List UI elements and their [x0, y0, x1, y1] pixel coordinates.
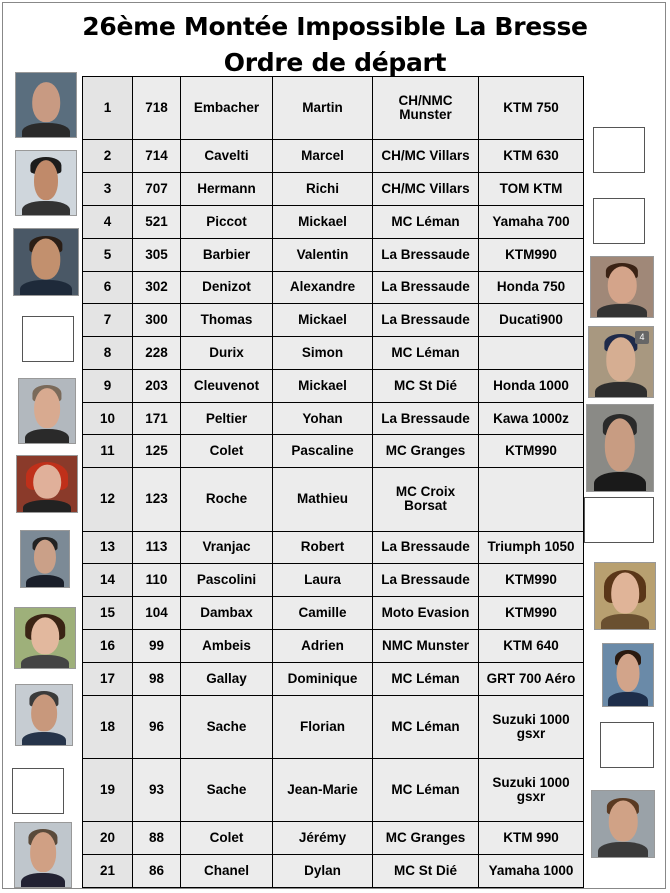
- rider-firstname: Marcel: [273, 140, 373, 173]
- rider-firstname: Mickael: [273, 369, 373, 402]
- table-row: [83, 629, 584, 662]
- rider-club: MC Croix Borsat: [373, 468, 479, 531]
- rider-firstname: Jean-Marie: [273, 758, 373, 821]
- rider-lastname: Barbier: [181, 238, 273, 271]
- rider-bike: TOM KTM: [479, 173, 584, 206]
- rider-lastname: Cleuvenot: [181, 369, 273, 402]
- rider-number: 96: [133, 695, 181, 758]
- rider-club: La Bressaude: [373, 304, 479, 337]
- table-row: [83, 564, 584, 597]
- table-row: [83, 695, 584, 758]
- rider-position: 20: [83, 822, 133, 855]
- rider-firstname: Jérémy: [273, 822, 373, 855]
- rider-bike: KTM990: [479, 435, 584, 468]
- photo-placeholder: [600, 722, 654, 768]
- table-row: [83, 402, 584, 435]
- rider-firstname: Richi: [273, 173, 373, 206]
- rider-position: 17: [83, 662, 133, 695]
- rider-club: MC Léman: [373, 758, 479, 821]
- rider-firstname: Dominique: [273, 662, 373, 695]
- rider-photo: [14, 822, 72, 888]
- rider-number: 203: [133, 369, 181, 402]
- rider-club: CH/MC Villars: [373, 140, 479, 173]
- rider-bike: Yamaha 700: [479, 205, 584, 238]
- rider-firstname: Valentin: [273, 238, 373, 271]
- rider-lastname: Sache: [181, 695, 273, 758]
- rider-lastname: Colet: [181, 435, 273, 468]
- rider-number: 521: [133, 205, 181, 238]
- rider-bike: KTM 630: [479, 140, 584, 173]
- rider-club: MC Granges: [373, 435, 479, 468]
- rider-club: NMC Munster: [373, 629, 479, 662]
- rider-position: 16: [83, 629, 133, 662]
- rider-number: 93: [133, 758, 181, 821]
- rider-club: La Bressaude: [373, 564, 479, 597]
- rider-photo: [591, 790, 655, 858]
- rider-bike: Kawa 1000z: [479, 402, 584, 435]
- rider-bike: KTM990: [479, 238, 584, 271]
- rider-club: MC Léman: [373, 205, 479, 238]
- rider-club: La Bressaude: [373, 238, 479, 271]
- table-row: [83, 855, 584, 888]
- rider-position: 15: [83, 597, 133, 630]
- rider-position: 10: [83, 402, 133, 435]
- rider-bike: Triumph 1050: [479, 531, 584, 564]
- rider-lastname: Embacher: [181, 77, 273, 140]
- rider-number: 123: [133, 468, 181, 531]
- rider-bike: Honda 1000: [479, 369, 584, 402]
- rider-bike: KTM990: [479, 564, 584, 597]
- rider-lastname: Pascolini: [181, 564, 273, 597]
- rider-photo: [14, 607, 76, 669]
- rider-position: 14: [83, 564, 133, 597]
- rider-position: 19: [83, 758, 133, 821]
- rider-firstname: Dylan: [273, 855, 373, 888]
- rider-number: 300: [133, 304, 181, 337]
- rider-firstname: Pascaline: [273, 435, 373, 468]
- page-subtitle: Ordre de départ: [223, 48, 447, 77]
- rider-number: 718: [133, 77, 181, 140]
- rider-lastname: Vranjac: [181, 531, 273, 564]
- photo-placeholder: [593, 127, 645, 173]
- rider-lastname: Sache: [181, 758, 273, 821]
- rider-number: 88: [133, 822, 181, 855]
- table-row: [83, 337, 584, 370]
- rider-position: 6: [83, 271, 133, 304]
- rider-bike: KTM990: [479, 597, 584, 630]
- rider-firstname: Alexandre: [273, 271, 373, 304]
- rider-photo: [18, 378, 76, 444]
- rider-number: 125: [133, 435, 181, 468]
- rider-photo: [588, 326, 654, 398]
- rider-number: 99: [133, 629, 181, 662]
- table-row: [83, 531, 584, 564]
- rider-firstname: Robert: [273, 531, 373, 564]
- rider-firstname: Simon: [273, 337, 373, 370]
- table-row: [83, 468, 584, 531]
- rider-bike: [479, 468, 584, 531]
- rider-club: La Bressaude: [373, 402, 479, 435]
- rider-bike: Yamaha 1000: [479, 855, 584, 888]
- rider-number: 104: [133, 597, 181, 630]
- rider-photo: [590, 256, 654, 318]
- rider-lastname: Dambax: [181, 597, 273, 630]
- rider-lastname: Roche: [181, 468, 273, 531]
- rider-firstname: Mathieu: [273, 468, 373, 531]
- rider-lastname: Denizot: [181, 271, 273, 304]
- table-row: [83, 238, 584, 271]
- rider-lastname: Thomas: [181, 304, 273, 337]
- photo-placeholder: [584, 497, 654, 543]
- rider-photo: [16, 455, 78, 513]
- table-row: [83, 140, 584, 173]
- rider-bike: Suzuki 1000 gsxr: [479, 695, 584, 758]
- rider-position: 3: [83, 173, 133, 206]
- rider-number: 707: [133, 173, 181, 206]
- rider-club: La Bressaude: [373, 271, 479, 304]
- rider-lastname: Gallay: [181, 662, 273, 695]
- photo-placeholder: [12, 768, 64, 814]
- rider-bike: [479, 337, 584, 370]
- rider-bike: Honda 750: [479, 271, 584, 304]
- rider-position: 21: [83, 855, 133, 888]
- rider-number: 110: [133, 564, 181, 597]
- rider-position: 7: [83, 304, 133, 337]
- rider-club: Moto Evasion: [373, 597, 479, 630]
- rider-club: MC Granges: [373, 822, 479, 855]
- rider-number: 86: [133, 855, 181, 888]
- table-row: [83, 205, 584, 238]
- rider-club: MC St Dié: [373, 369, 479, 402]
- photo-placeholder: [22, 316, 74, 362]
- rider-firstname: Florian: [273, 695, 373, 758]
- rider-number: 98: [133, 662, 181, 695]
- rider-photo: [20, 530, 70, 588]
- photo-count-badge: 4: [635, 331, 649, 344]
- rider-firstname: Mickael: [273, 304, 373, 337]
- rider-bike: KTM 990: [479, 822, 584, 855]
- rider-photo: [15, 72, 77, 138]
- rider-club: MC Léman: [373, 695, 479, 758]
- rider-number: 228: [133, 337, 181, 370]
- rider-bike: KTM 640: [479, 629, 584, 662]
- table-row: [83, 822, 584, 855]
- rider-photo: [13, 228, 79, 296]
- rider-photo: [586, 404, 654, 492]
- rider-position: 1: [83, 77, 133, 140]
- rider-photo: [594, 562, 656, 630]
- table-row: [83, 77, 584, 140]
- rider-club: CH/NMC Munster: [373, 77, 479, 140]
- rider-lastname: Peltier: [181, 402, 273, 435]
- rider-position: 13: [83, 531, 133, 564]
- page-title: 26ème Montée Impossible La Bresse: [82, 12, 588, 41]
- rider-position: 18: [83, 695, 133, 758]
- rider-number: 302: [133, 271, 181, 304]
- table-row: [83, 369, 584, 402]
- rider-position: 12: [83, 468, 133, 531]
- rider-lastname: Ambeis: [181, 629, 273, 662]
- rider-club: MC Léman: [373, 337, 479, 370]
- rider-lastname: Chanel: [181, 855, 273, 888]
- table-row: [83, 597, 584, 630]
- rider-position: 5: [83, 238, 133, 271]
- rider-lastname: Hermann: [181, 173, 273, 206]
- photo-placeholder: [593, 198, 645, 244]
- rider-firstname: Mickael: [273, 205, 373, 238]
- rider-bike: Suzuki 1000 gsxr: [479, 758, 584, 821]
- table-row: [83, 304, 584, 337]
- rider-firstname: Camille: [273, 597, 373, 630]
- rider-club: MC Léman: [373, 662, 479, 695]
- rider-club: CH/MC Villars: [373, 173, 479, 206]
- table-row: [83, 435, 584, 468]
- rider-number: 305: [133, 238, 181, 271]
- rider-number: 714: [133, 140, 181, 173]
- rider-photo: [15, 684, 73, 746]
- table-row: [83, 173, 584, 206]
- rider-number: 171: [133, 402, 181, 435]
- rider-bike: GRT 700 Aéro: [479, 662, 584, 695]
- rider-firstname: Yohan: [273, 402, 373, 435]
- rider-lastname: Cavelti: [181, 140, 273, 173]
- rider-firstname: Laura: [273, 564, 373, 597]
- rider-bike: KTM 750: [479, 77, 584, 140]
- table-row: [83, 758, 584, 821]
- start-order-table: [82, 76, 584, 888]
- rider-photo: [602, 643, 654, 707]
- rider-position: 4: [83, 205, 133, 238]
- table-row: [83, 662, 584, 695]
- rider-position: 11: [83, 435, 133, 468]
- rider-number: 113: [133, 531, 181, 564]
- rider-bike: Ducati900: [479, 304, 584, 337]
- rider-lastname: Piccot: [181, 205, 273, 238]
- rider-position: 8: [83, 337, 133, 370]
- table-row: [83, 271, 584, 304]
- rider-lastname: Durix: [181, 337, 273, 370]
- rider-lastname: Colet: [181, 822, 273, 855]
- rider-position: 2: [83, 140, 133, 173]
- rider-position: 9: [83, 369, 133, 402]
- rider-club: MC St Dié: [373, 855, 479, 888]
- rider-firstname: Adrien: [273, 629, 373, 662]
- rider-firstname: Martin: [273, 77, 373, 140]
- rider-photo: [15, 150, 77, 216]
- rider-club: La Bressaude: [373, 531, 479, 564]
